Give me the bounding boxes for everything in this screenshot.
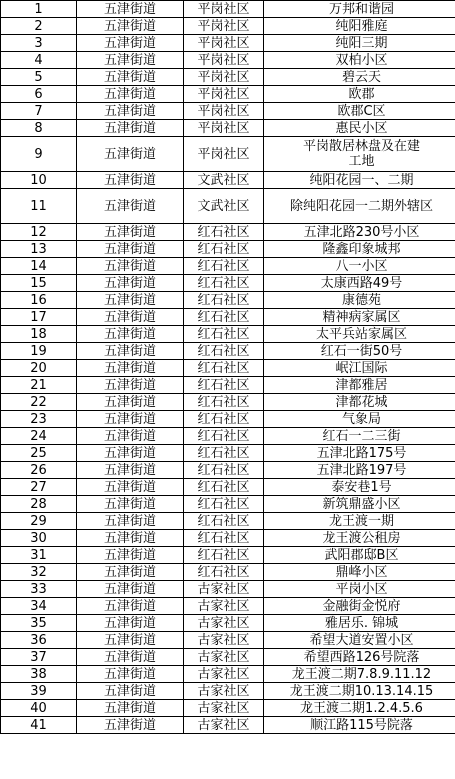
street-cell: 五津街道	[77, 530, 184, 547]
table-row	[1, 1, 455, 18]
project-name-cell: 龙王渡公租房	[264, 530, 455, 547]
community-cell: 平岗社区	[184, 86, 264, 103]
row-number-cell: 17	[1, 309, 77, 326]
table-row	[1, 120, 455, 137]
project-name-cell: 太康西路49号	[264, 275, 455, 292]
community-cell: 红石社区	[184, 445, 264, 462]
street-cell: 五津街道	[77, 496, 184, 513]
community-cell: 红石社区	[184, 258, 264, 275]
row-number-cell: 6	[1, 86, 77, 103]
street-cell: 五津街道	[77, 224, 184, 241]
community-cell: 红石社区	[184, 411, 264, 428]
row-number-cell: 1	[1, 1, 77, 18]
table-row	[1, 445, 455, 462]
street-cell: 五津街道	[77, 581, 184, 598]
project-name-cell: 欧郡C区	[264, 103, 455, 120]
community-cell: 古家社区	[184, 598, 264, 615]
row-number-cell: 29	[1, 513, 77, 530]
table-row	[1, 172, 455, 189]
row-number-cell: 2	[1, 18, 77, 35]
street-cell: 五津街道	[77, 445, 184, 462]
row-number-cell: 11	[1, 189, 77, 224]
street-cell: 五津街道	[77, 1, 184, 18]
community-cell: 平岗社区	[184, 18, 264, 35]
street-cell: 五津街道	[77, 172, 184, 189]
row-number-cell: 19	[1, 343, 77, 360]
row-number-cell: 10	[1, 172, 77, 189]
project-name-cell: 五津北路230号小区	[264, 224, 455, 241]
table-row	[1, 309, 455, 326]
table-row	[1, 189, 455, 224]
street-cell: 五津街道	[77, 258, 184, 275]
street-cell: 五津街道	[77, 598, 184, 615]
project-name-cell: 金融街金悦府	[264, 598, 455, 615]
community-cell: 红石社区	[184, 530, 264, 547]
community-cell: 古家社区	[184, 581, 264, 598]
street-cell: 五津街道	[77, 52, 184, 69]
community-cell: 平岗社区	[184, 69, 264, 86]
street-cell: 五津街道	[77, 564, 184, 581]
row-number-cell: 27	[1, 479, 77, 496]
table-row	[1, 683, 455, 700]
row-number-cell: 20	[1, 360, 77, 377]
community-cell: 红石社区	[184, 564, 264, 581]
street-cell: 五津街道	[77, 377, 184, 394]
street-cell: 五津街道	[77, 18, 184, 35]
table-row	[1, 52, 455, 69]
project-name-cell: 五津北路175号	[264, 445, 455, 462]
community-cell: 古家社区	[184, 632, 264, 649]
project-name-cell: 龙王渡一期	[264, 513, 455, 530]
project-name-cell: 康德苑	[264, 292, 455, 309]
table-row	[1, 581, 455, 598]
community-cell: 红石社区	[184, 496, 264, 513]
table-row	[1, 462, 455, 479]
table-row	[1, 35, 455, 52]
street-cell: 五津街道	[77, 547, 184, 564]
row-number-cell: 32	[1, 564, 77, 581]
table-row	[1, 326, 455, 343]
community-cell: 古家社区	[184, 666, 264, 683]
table-row	[1, 615, 455, 632]
project-name-cell: 新筑鼎盛小区	[264, 496, 455, 513]
street-cell: 五津街道	[77, 683, 184, 700]
street-cell: 五津街道	[77, 189, 184, 224]
project-name-cell: 武阳郡邸B区	[264, 547, 455, 564]
street-cell: 五津街道	[77, 513, 184, 530]
project-name-cell: 纯阳三期	[264, 35, 455, 52]
table-body	[1, 1, 455, 734]
street-cell: 五津街道	[77, 717, 184, 734]
community-cell: 平岗社区	[184, 35, 264, 52]
project-name-cell: 五津北路197号	[264, 462, 455, 479]
community-cell: 红石社区	[184, 241, 264, 258]
community-cell: 平岗社区	[184, 1, 264, 18]
community-cell: 红石社区	[184, 513, 264, 530]
table-row	[1, 564, 455, 581]
table-row	[1, 241, 455, 258]
table-row	[1, 700, 455, 717]
table-row	[1, 530, 455, 547]
project-name-cell: 希望西路126号院落	[264, 649, 455, 666]
street-cell: 五津街道	[77, 632, 184, 649]
row-number-cell: 14	[1, 258, 77, 275]
row-number-cell: 39	[1, 683, 77, 700]
street-cell: 五津街道	[77, 360, 184, 377]
street-cell: 五津街道	[77, 35, 184, 52]
community-cell: 平岗社区	[184, 103, 264, 120]
table-row	[1, 258, 455, 275]
row-number-cell: 24	[1, 428, 77, 445]
table-row	[1, 717, 455, 734]
project-name-cell: 隆鑫印象城邦	[264, 241, 455, 258]
table-row	[1, 224, 455, 241]
project-name-cell: 龙王渡二期10.13.14.15	[264, 683, 455, 700]
street-cell: 五津街道	[77, 462, 184, 479]
community-cell: 红石社区	[184, 462, 264, 479]
community-cell: 红石社区	[184, 360, 264, 377]
project-name-cell	[264, 137, 455, 172]
community-cell: 红石社区	[184, 547, 264, 564]
row-number-cell: 21	[1, 377, 77, 394]
row-number-cell: 9	[1, 137, 77, 172]
table-row	[1, 547, 455, 564]
community-cell: 平岗社区	[184, 120, 264, 137]
row-number-cell: 4	[1, 52, 77, 69]
row-number-cell: 3	[1, 35, 77, 52]
project-name-cell: 纯阳花园一、二期	[264, 172, 455, 189]
project-name-cell: 纯阳雅庭	[264, 18, 455, 35]
project-name-cell: 太平兵站家属区	[264, 326, 455, 343]
community-cell: 文武社区	[184, 189, 264, 224]
row-number-cell: 37	[1, 649, 77, 666]
street-cell: 五津街道	[77, 292, 184, 309]
project-name-cell	[264, 189, 455, 224]
row-number-cell: 22	[1, 394, 77, 411]
community-cell: 红石社区	[184, 292, 264, 309]
project-name-cell: 惠民小区	[264, 120, 455, 137]
table-row	[1, 343, 455, 360]
community-cell: 古家社区	[184, 700, 264, 717]
row-number-cell: 28	[1, 496, 77, 513]
row-number-cell: 12	[1, 224, 77, 241]
project-name-cell: 希望大道安置小区	[264, 632, 455, 649]
project-name-cell: 顺江路115号院落	[264, 717, 455, 734]
table-row	[1, 428, 455, 445]
community-cell: 红石社区	[184, 377, 264, 394]
community-cell: 红石社区	[184, 428, 264, 445]
table-row	[1, 411, 455, 428]
row-number-cell: 8	[1, 120, 77, 137]
row-number-cell: 35	[1, 615, 77, 632]
project-name-cell: 红石一二三街	[264, 428, 455, 445]
row-number-cell: 15	[1, 275, 77, 292]
row-number-cell: 13	[1, 241, 77, 258]
row-number-cell: 7	[1, 103, 77, 120]
row-number-cell: 36	[1, 632, 77, 649]
project-name-cell: 雅居乐. 锦城	[264, 615, 455, 632]
project-name-cell: 龙王渡二期7.8.9.11.12	[264, 666, 455, 683]
community-cell: 红石社区	[184, 275, 264, 292]
project-name-cell: 津都花城	[264, 394, 455, 411]
row-number-cell: 34	[1, 598, 77, 615]
project-name-text: 除纯阳花园一二期外辖区	[289, 198, 433, 214]
community-cell: 古家社区	[184, 683, 264, 700]
project-name-cell: 平岗小区	[264, 581, 455, 598]
table-row	[1, 275, 455, 292]
community-cell: 红石社区	[184, 309, 264, 326]
table-row	[1, 394, 455, 411]
table-row	[1, 496, 455, 513]
community-cell: 平岗社区	[184, 52, 264, 69]
community-cell: 古家社区	[184, 649, 264, 666]
street-cell: 五津街道	[77, 343, 184, 360]
table-row	[1, 632, 455, 649]
project-name-cell: 泰安巷1号	[264, 479, 455, 496]
street-cell: 五津街道	[77, 86, 184, 103]
table-row	[1, 86, 455, 103]
row-number-cell: 33	[1, 581, 77, 598]
project-name-cell: 碧云天	[264, 69, 455, 86]
table-row	[1, 360, 455, 377]
table-row	[1, 598, 455, 615]
street-cell: 五津街道	[77, 666, 184, 683]
project-name-cell: 八一小区	[264, 258, 455, 275]
community-cell: 红石社区	[184, 343, 264, 360]
street-cell: 五津街道	[77, 120, 184, 137]
row-number-cell: 31	[1, 547, 77, 564]
street-cell: 五津街道	[77, 103, 184, 120]
project-name-cell: 津都雅居	[264, 377, 455, 394]
project-name-text: 平岗散居林盘及在建工地	[302, 139, 420, 169]
street-cell: 五津街道	[77, 394, 184, 411]
row-number-cell: 30	[1, 530, 77, 547]
row-number-cell: 38	[1, 666, 77, 683]
street-cell: 五津街道	[77, 309, 184, 326]
table-row	[1, 649, 455, 666]
street-cell: 五津街道	[77, 137, 184, 172]
project-name-cell: 欧郡	[264, 86, 455, 103]
row-number-cell: 16	[1, 292, 77, 309]
street-cell: 五津街道	[77, 649, 184, 666]
row-number-cell: 18	[1, 326, 77, 343]
table-row	[1, 103, 455, 120]
street-cell: 五津街道	[77, 615, 184, 632]
street-cell: 五津街道	[77, 241, 184, 258]
project-name-cell: 精神病家属区	[264, 309, 455, 326]
community-cell: 红石社区	[184, 326, 264, 343]
row-number-cell: 40	[1, 700, 77, 717]
street-cell: 五津街道	[77, 428, 184, 445]
street-cell: 五津街道	[77, 69, 184, 86]
table-row	[1, 69, 455, 86]
table-row	[1, 377, 455, 394]
street-cell: 五津街道	[77, 411, 184, 428]
table-row	[1, 18, 455, 35]
table-row	[1, 292, 455, 309]
community-cell: 红石社区	[184, 224, 264, 241]
row-number-cell: 41	[1, 717, 77, 734]
community-cell: 古家社区	[184, 615, 264, 632]
row-number-cell: 26	[1, 462, 77, 479]
community-cell: 平岗社区	[184, 137, 264, 172]
project-name-cell: 龙王渡二期1.2.4.5.6	[264, 700, 455, 717]
project-name-cell: 岷江国际	[264, 360, 455, 377]
community-cell: 红石社区	[184, 394, 264, 411]
street-cell: 五津街道	[77, 700, 184, 717]
row-number-cell: 25	[1, 445, 77, 462]
community-cell: 文武社区	[184, 172, 264, 189]
table-row	[1, 666, 455, 683]
table-row	[1, 137, 455, 172]
street-cell: 五津街道	[77, 479, 184, 496]
row-number-cell: 23	[1, 411, 77, 428]
street-cell: 五津街道	[77, 275, 184, 292]
table-row	[1, 513, 455, 530]
project-name-cell: 鼎峰小区	[264, 564, 455, 581]
project-name-cell: 万邦和谐园	[264, 1, 455, 18]
project-name-cell: 红石一街50号	[264, 343, 455, 360]
project-name-cell: 气象局	[264, 411, 455, 428]
row-number-cell: 5	[1, 69, 77, 86]
project-name-cell: 双柏小区	[264, 52, 455, 69]
community-cell: 古家社区	[184, 717, 264, 734]
street-cell: 五津街道	[77, 326, 184, 343]
community-cell: 红石社区	[184, 479, 264, 496]
table-row	[1, 479, 455, 496]
